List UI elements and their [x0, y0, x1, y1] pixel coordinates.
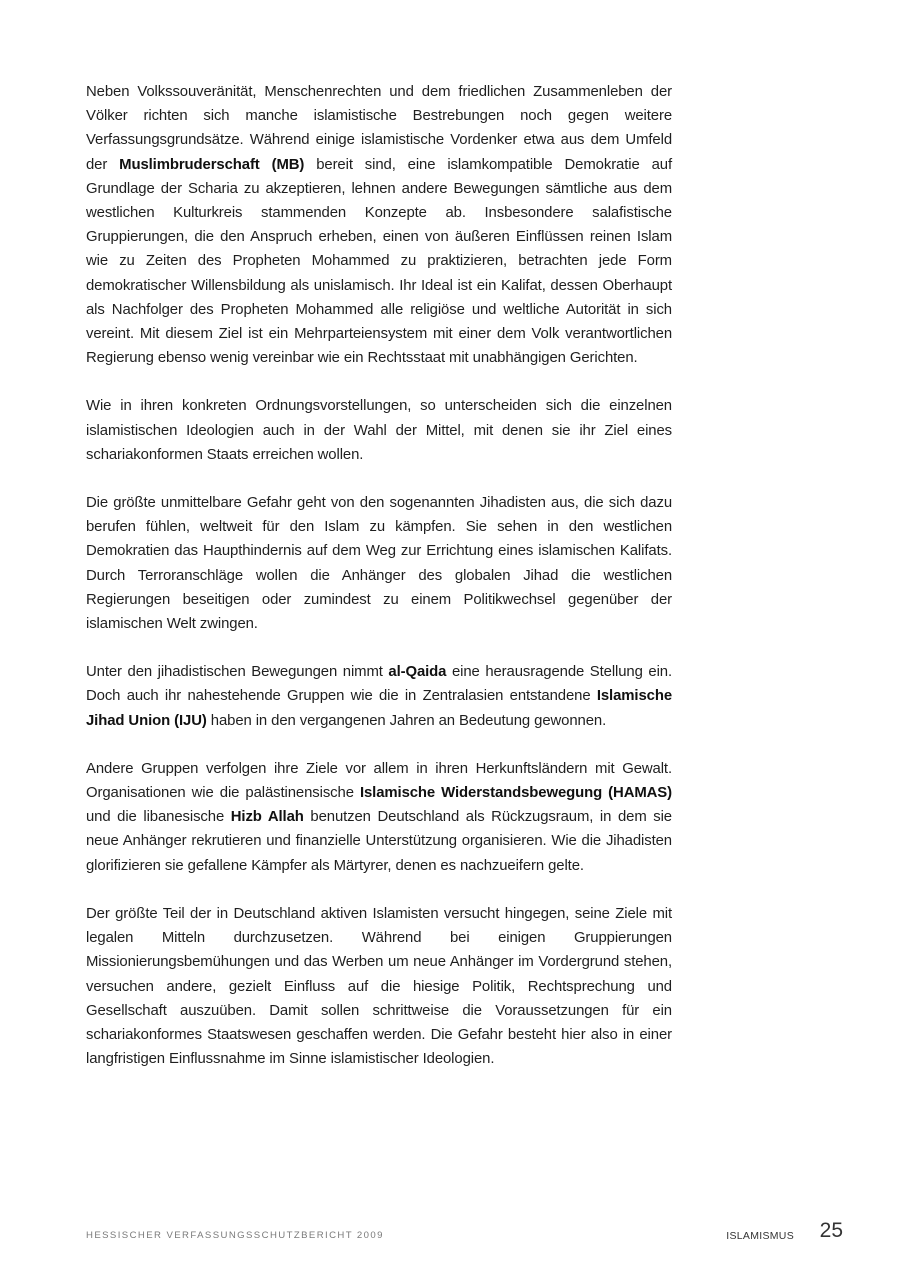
text-run: Wie in ihren konkreten Ordnungsvorstellungen, so unterscheiden sich die einzelnen islamistischen Ideologien auch in der Wahl der Mittel, mit denen sie ihr Ziel eines schariakonformen Staats erreichen wollen.: [86, 398, 672, 463]
text-run: und die libanesische: [86, 809, 231, 826]
paragraph: [86, 757, 672, 878]
text-run: benutzen Deutschland als Rückzugsraum, in dem sie neue Anhänger rekrutieren und finanzielle Unterstützung organisieren. Wie die Jihadisten glorifizieren sie gefallene Kämpfer als Märtyrer, denen es nachzueifern gelte.: [86, 809, 672, 874]
paragraph: [86, 394, 672, 467]
paragraph: [86, 491, 672, 636]
text-run: Unter den jihadistischen Bewegungen nimmt: [86, 664, 389, 681]
bold-term: al-Qaida: [388, 664, 447, 681]
footer-section-title: ISLAMISMUS: [726, 1230, 794, 1242]
text-run: Die größte unmittelbare Gefahr geht von den sogenannten Jihadisten aus, die sich dazu berufen fühlen, weltweit für den Islam zu kämpfen. Sie sehen in den westlichen Demokratien das Haupthindernis auf dem Weg zur Errichtung eines islamischen Kalifats. Durch Terroranschläge wollen die Anhänger des globalen Jihad die westlichen Regierungen beseitigen oder zumindest zu einem Politikwechsel gegenüber der islamischen Welt zwingen.: [86, 495, 672, 633]
text-run: Neben Volkssouveränität, Menschenrechten und dem friedlichen Zusammenleben der Völker richten sich manche islamistische Bestrebungen noch gegen weitere Verfassungsgrundsätze. Während einige islamistische Vordenker etwa aus dem Umfeld der: [86, 84, 672, 173]
paragraph: [86, 660, 672, 733]
page-number: 25: [819, 1219, 843, 1242]
text-run: haben in den vergangenen Jahren an Bedeutung gewonnen.: [206, 712, 607, 729]
text-run: eine herausragende Stellung ein. Doch auch ihr nahestehende Gruppen wie die in Zentralasien entstandene: [86, 664, 673, 705]
body-text: [86, 80, 672, 1095]
footer-publication-title: HESSISCHER VERFASSUNGSSCHUTZBERICHT 2009: [86, 1230, 384, 1241]
bold-term: Hizb Allah: [230, 809, 304, 826]
bold-term: Muslimbruderschaft (MB): [119, 156, 305, 173]
paragraph: [86, 80, 672, 370]
text-run: Andere Gruppen verfolgen ihre Ziele vor allem in ihren Herkunftsländern mit Gewalt. Organisationen wie die palästinensische: [86, 760, 672, 802]
bold-term: Islamische Jihad Union (IJU): [86, 688, 672, 729]
paragraph: [86, 902, 672, 1071]
text-run: Der größte Teil der in Deutschland aktiven Islamisten versucht hingegen, seine Ziele mit legalen Mitteln durchzusetzen. Während bei einigen Gruppierungen Missionierungsbemühungen und das Werben um neue Anhänger im Vordergrund stehen, versuchen andere, gezielt Einfluss auf die hiesige Politik, Rechtsprechung und Gesellschaft auszuüben. Damit sollen schrittweise die Voraussetzungen für ein schariakonformes Staatswesen geschaffen werden. Die Gefahr besteht hier also in einer langfristigen Einflussnahme im Sinne islamistischer Ideologien.: [86, 905, 672, 1068]
text-run: bereit sind, eine islamkompatible Demokratie auf Grundlage der Scharia zu akzeptieren, lehnen andere Bewegungen sämtliche aus dem westlichen Kulturkreis stammenden Konzepte ab. Insbesondere salafistische Gruppierungen, die den Anspruch erheben, einen von äußeren Einflüssen reinen Islam wie zu Zeiten des Propheten Mohammed zu praktizieren, betrachten jede Form demokratischer Willensbildung als unislamisch. Ihr Ideal ist ein Kalifat, dessen Oberhaupt als Nachfolger des Propheten Mohammed alle religiöse und weltliche Autorität in sich vereint. Mit diesem Ziel ist ein Mehrparteiensystem mit einer dem Volk verantwortlichen Regierung ebenso wenig vereinbar wie ein Rechtsstaat mit unabhängigen Gerichten.: [86, 156, 672, 367]
bold-term: Islamische Widerstandsbewegung (HAMAS): [359, 785, 672, 802]
